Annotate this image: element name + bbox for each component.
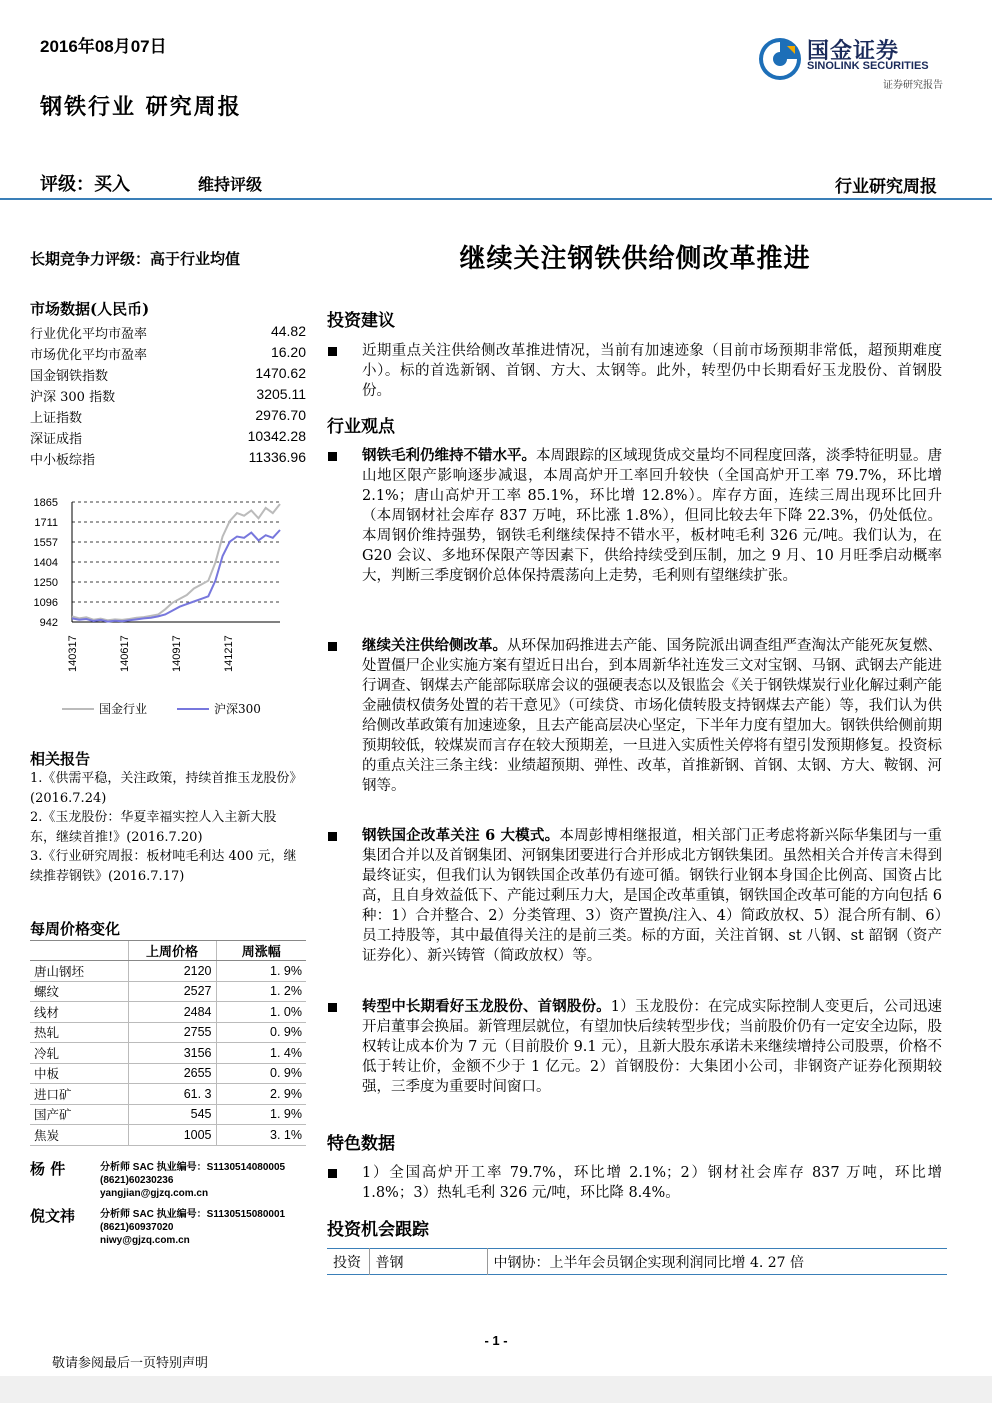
market-value: 44.82 <box>270 323 306 339</box>
market-row <box>30 344 306 363</box>
market-value: 3205.11 <box>256 386 306 402</box>
table-cell: 1. 4% <box>216 1043 306 1064</box>
market-label: 上证指数 <box>30 411 83 426</box>
logo-english: SINOLINK SECURITIES <box>807 60 929 72</box>
footer-bar <box>0 1376 992 1403</box>
view-paragraph-4 <box>362 997 942 1097</box>
table-header-row <box>30 941 306 961</box>
legend-label: 沪深300 <box>214 702 261 716</box>
table-cell: 3156 <box>128 1043 216 1064</box>
rating-maintain: 维持评级 <box>198 175 263 194</box>
table-cell: 545 <box>128 1104 216 1125</box>
market-value: 1470.62 <box>255 365 306 381</box>
table-row <box>30 961 306 982</box>
analyst-sac: 分析师 SAC 执业编号：S1130514080005 <box>100 1162 286 1173</box>
rating: 评级：买入 <box>40 174 130 195</box>
analyst-name: 杨 件 <box>30 1160 66 1178</box>
table-cell: 投资 <box>333 1254 361 1271</box>
long-term-rating: 长期竞争力评级：高于行业均值 <box>30 250 241 268</box>
view-1-heading: 钢铁毛利仍维持不错水平。 <box>362 447 536 464</box>
section-title-feature: 特色数据 <box>327 1134 395 1154</box>
report-item[interactable]: 3.《行业研究周报：板材吨毛利达 400 元，继续推荐钢铁》(2016.7.17) <box>30 849 297 884</box>
table-cell: 热轧 <box>30 1022 128 1043</box>
analyst-email[interactable]: yangjian@gjzq.com.cn <box>100 1188 209 1199</box>
table-cell: 0. 9% <box>216 1063 306 1084</box>
market-data-title: 市场数据(人民币) <box>30 300 150 318</box>
analyst-sac: 分析师 SAC 执业编号：S1130515080001 <box>100 1209 286 1220</box>
y-tick-label: 1250 <box>33 577 58 589</box>
table-row <box>30 1063 306 1084</box>
table-cell: 进口矿 <box>30 1084 128 1105</box>
table-cell: 2655 <box>128 1063 216 1084</box>
view-paragraph-1 <box>362 446 942 586</box>
logo-name: 国金证券 <box>807 38 900 63</box>
market-value: 10342.28 <box>247 428 306 444</box>
feature-paragraph: 1）全国高炉开工率 79.7%，环比增 2.1%；2）钢材社会库存 837 万吨，环比增 1.8%；3）热轧毛利 326 元/吨，环比降 8.4%。 <box>362 1165 942 1201</box>
bullet-icon <box>328 1003 337 1012</box>
table-header: 上周价格 <box>128 941 216 961</box>
table-cell: 冷轧 <box>30 1043 128 1064</box>
footer-note: 敬请参阅最后一页特别声明 <box>52 1356 209 1371</box>
related-reports-title: 相关报告 <box>30 750 91 768</box>
y-tick-label: 1557 <box>33 537 58 549</box>
analyst-phone: (8621)60937020 <box>100 1222 174 1233</box>
market-value: 2976.70 <box>255 407 306 423</box>
y-tick-label: 1865 <box>33 497 58 509</box>
x-tick-label: 140317 <box>67 635 79 672</box>
weekly-price-title: 每周价格变化 <box>30 920 121 938</box>
bullet-icon <box>328 1169 337 1178</box>
table-cell: 线材 <box>30 1002 128 1023</box>
table-cell: 0. 9% <box>216 1022 306 1043</box>
y-tick-label: 942 <box>39 617 58 629</box>
table-row <box>30 981 306 1002</box>
table-cell: 螺纹 <box>30 981 128 1002</box>
analyst-email[interactable]: niwy@gjzq.com.cn <box>100 1235 190 1246</box>
series-line <box>72 530 280 622</box>
view-3-heading: 钢铁国企改革关注 6 大模式。 <box>362 827 560 844</box>
market-label: 市场优化平均市盈率 <box>30 348 148 363</box>
table-cell: 2. 9% <box>216 1084 306 1105</box>
view-2-heading: 继续关注供给侧改革。 <box>362 637 507 654</box>
market-label: 沪深 300 指数 <box>30 390 116 405</box>
index-line-chart <box>30 492 320 722</box>
analyst-phone: (8621)60230236 <box>100 1175 174 1186</box>
document-title: 钢铁行业 研究周报 <box>40 94 242 120</box>
section-title-invest: 投资建议 <box>327 311 395 331</box>
market-row <box>30 386 306 405</box>
table-cell: 3. 1% <box>216 1125 306 1146</box>
market-value: 16.20 <box>270 344 306 360</box>
weekly-price-table <box>30 940 306 1146</box>
market-label: 深证成指 <box>30 432 83 447</box>
bullet-icon <box>328 452 337 461</box>
table-row <box>30 1084 306 1105</box>
x-tick-label: 140617 <box>119 635 131 672</box>
table-row <box>30 1043 306 1064</box>
table-header <box>30 941 128 961</box>
table-row <box>30 1022 306 1043</box>
invest-paragraph: 近期重点关注供给侧改革推进情况，当前有加速迹象（目前市场预期非常低，超预期难度小）。标的首选新钢、首钢、方大、太钢等。此外，转型仍中长期看好玉龙股份、首钢股份。 <box>362 343 942 399</box>
view-4-heading: 转型中长期看好玉龙股份、首钢股份。 <box>362 998 611 1015</box>
x-tick-label: 141217 <box>223 635 235 672</box>
market-value: 11336.96 <box>248 449 306 465</box>
header-divider <box>0 198 992 200</box>
market-label: 中小板综指 <box>30 453 96 468</box>
table-cell: 焦炭 <box>30 1125 128 1146</box>
table-header: 周涨幅 <box>216 941 306 961</box>
page-number: - 1 - <box>484 1333 508 1348</box>
y-tick-label: 1711 <box>34 517 58 529</box>
table-cell: 中钢协：上半年会员钢企实现利润同比增 4. 27 倍 <box>487 1249 947 1275</box>
x-tick-label: 140917 <box>171 635 183 672</box>
logo-mark-icon <box>757 36 803 82</box>
view-paragraph-3 <box>362 826 942 966</box>
market-row <box>30 449 306 468</box>
report-type: 行业研究周报 <box>835 177 937 197</box>
table-cell: 1. 2% <box>216 981 306 1002</box>
market-row <box>30 365 306 384</box>
company-logo <box>757 32 947 92</box>
table-cell: 国产矿 <box>30 1104 128 1125</box>
table-cell: 2755 <box>128 1022 216 1043</box>
section-title-view: 行业观点 <box>327 417 395 437</box>
view-4-text: 1）玉龙股份：在完成实际控制人变更后，公司迅速开启董事会换届。新管理层就位，有望加快后续转型步伐；当前股价仍有一定安全边际，股权转让成本价为 7 元（目前股价 9.1 元），且新大股东承诺未来继续增持公司股票，价格不低于转让价，金额不少于 1 亿元。2）首钢股份：大集团小公司，非钢资产证券化预期较强，三季度为重要时间窗口。 <box>362 999 942 1095</box>
y-tick-label: 1096 <box>33 597 58 609</box>
market-row <box>30 428 306 447</box>
main-title: 继续关注钢铁供给侧改革推进 <box>459 244 811 274</box>
section-title-opportunity: 投资机会跟踪 <box>327 1220 429 1240</box>
table-cell: 2120 <box>128 961 216 982</box>
table-cell: 中板 <box>30 1063 128 1084</box>
bullet-icon <box>328 642 337 651</box>
y-tick-label: 1404 <box>33 557 58 569</box>
market-row <box>30 323 306 342</box>
logo-subtitle: 证券研究报告 <box>883 80 943 91</box>
table-cell: 2484 <box>128 1002 216 1023</box>
opportunity-table <box>327 1248 947 1275</box>
table-cell: 2527 <box>128 981 216 1002</box>
table-cell: 61. 3 <box>128 1084 216 1105</box>
table-cell: 唐山钢坯 <box>30 961 128 982</box>
table-row <box>30 1104 306 1125</box>
table-cell: 普钢 <box>369 1249 487 1275</box>
view-3-text: 本周彭博相继报道，相关部门正考虑将新兴际华集团与一重集团合并以及首钢集团、河钢集团要进行合并形成北方钢铁集团。虽然相关合并传言未得到最终证实，但我们认为钢铁国企改革仍有迹可循。钢铁行业钢本身国企比例高、国资占比高，且自身效益低下、产能过剩压力大，是国企改革重镇，钢铁国企改革可能的方向包括 6 种：1）合并整合、2）分类管理、3）资产置换/注入、4）简政放权、5）混合所有制、6）员工持股等，其中最值得关注的是前三类。标的方面，关注首钢、st 八钢、st 韶钢（资产证券化）、新兴铸管（简政放权）等。 <box>362 828 943 964</box>
legend-label: 国金行业 <box>99 702 148 716</box>
view-paragraph-2 <box>362 636 942 796</box>
table-row <box>327 1249 947 1275</box>
view-2-text: 从环保加码推进去产能、国务院派出调查组严查淘汰产能死灰复燃、处置僵尸企业实施方案有望近日出台，到本周新华社连发三文对宝钢、马钢、武钢去产能进行调查、钢煤去产能部际联席会议的强硬表态以及银监会《关于钢铁煤炭行业化解过剩产能金融债权债务处置的若干意见》（可续贷、市场化债转股支持钢煤去产能）等，我们认为供给侧改革政策有加速迹象，且去产能高层决心坚定，下半年力度有望加大。钢铁供给侧前期预期较低，较煤炭而言存在较大预期差，一旦进入实质性关停将有望引发预期修复。投资标的重点关注三条主线：业绩超预期、弹性、改革，首推新钢、首钢、太钢、方大、鞍钢、河钢等。 <box>362 638 942 794</box>
table-row <box>30 1125 306 1146</box>
bullet-icon <box>328 347 337 356</box>
table-cell: 1. 9% <box>216 1104 306 1125</box>
report-date: 2016年08月07日 <box>40 37 167 56</box>
report-item[interactable]: 1.《供需平稳，关注政策，持续首推玉龙股份》(2016.7.24) <box>30 771 296 806</box>
market-label: 国金钢铁指数 <box>30 369 109 384</box>
report-item[interactable]: 2.《玉龙股份：华夏幸福实控人入主新大股东，继续首推!》(2016.7.20) <box>30 810 277 845</box>
market-label: 行业优化平均市盈率 <box>30 327 148 342</box>
table-cell: 1. 0% <box>216 1002 306 1023</box>
market-row <box>30 407 306 426</box>
table-row <box>30 1002 306 1023</box>
view-1-text: 本周跟踪的区域现货成交量均不同程度回落，淡季特征明显。唐山地区限产影响逐步减退，本周高炉开工率回升较快（全国高炉开工率 79.7%，环比增 2.1%；唐山高炉开工率 85.1%，环比增 12.8%）。库存方面，连续三周出现环比回升（本周钢材社会库存 837 万吨，环比涨 1.8%），但同比较去年下降 22.3%，仍处低位。本周钢价维持强势，钢铁毛利继续保持不错水平，板材吨毛利 326 元/吨。我们认为，在 G20 会议、多地环保限产等因素下，供给持续受到压制，加之 9 月、10 月旺季启动概率大，判断三季度钢价总体保持震荡向上走势，毛利则有望继续扩张。 <box>362 448 942 584</box>
analyst-name: 倪文祎 <box>30 1207 76 1225</box>
table-cell: 1. 9% <box>216 961 306 982</box>
bullet-icon <box>328 832 337 841</box>
table-cell: 1005 <box>128 1125 216 1146</box>
